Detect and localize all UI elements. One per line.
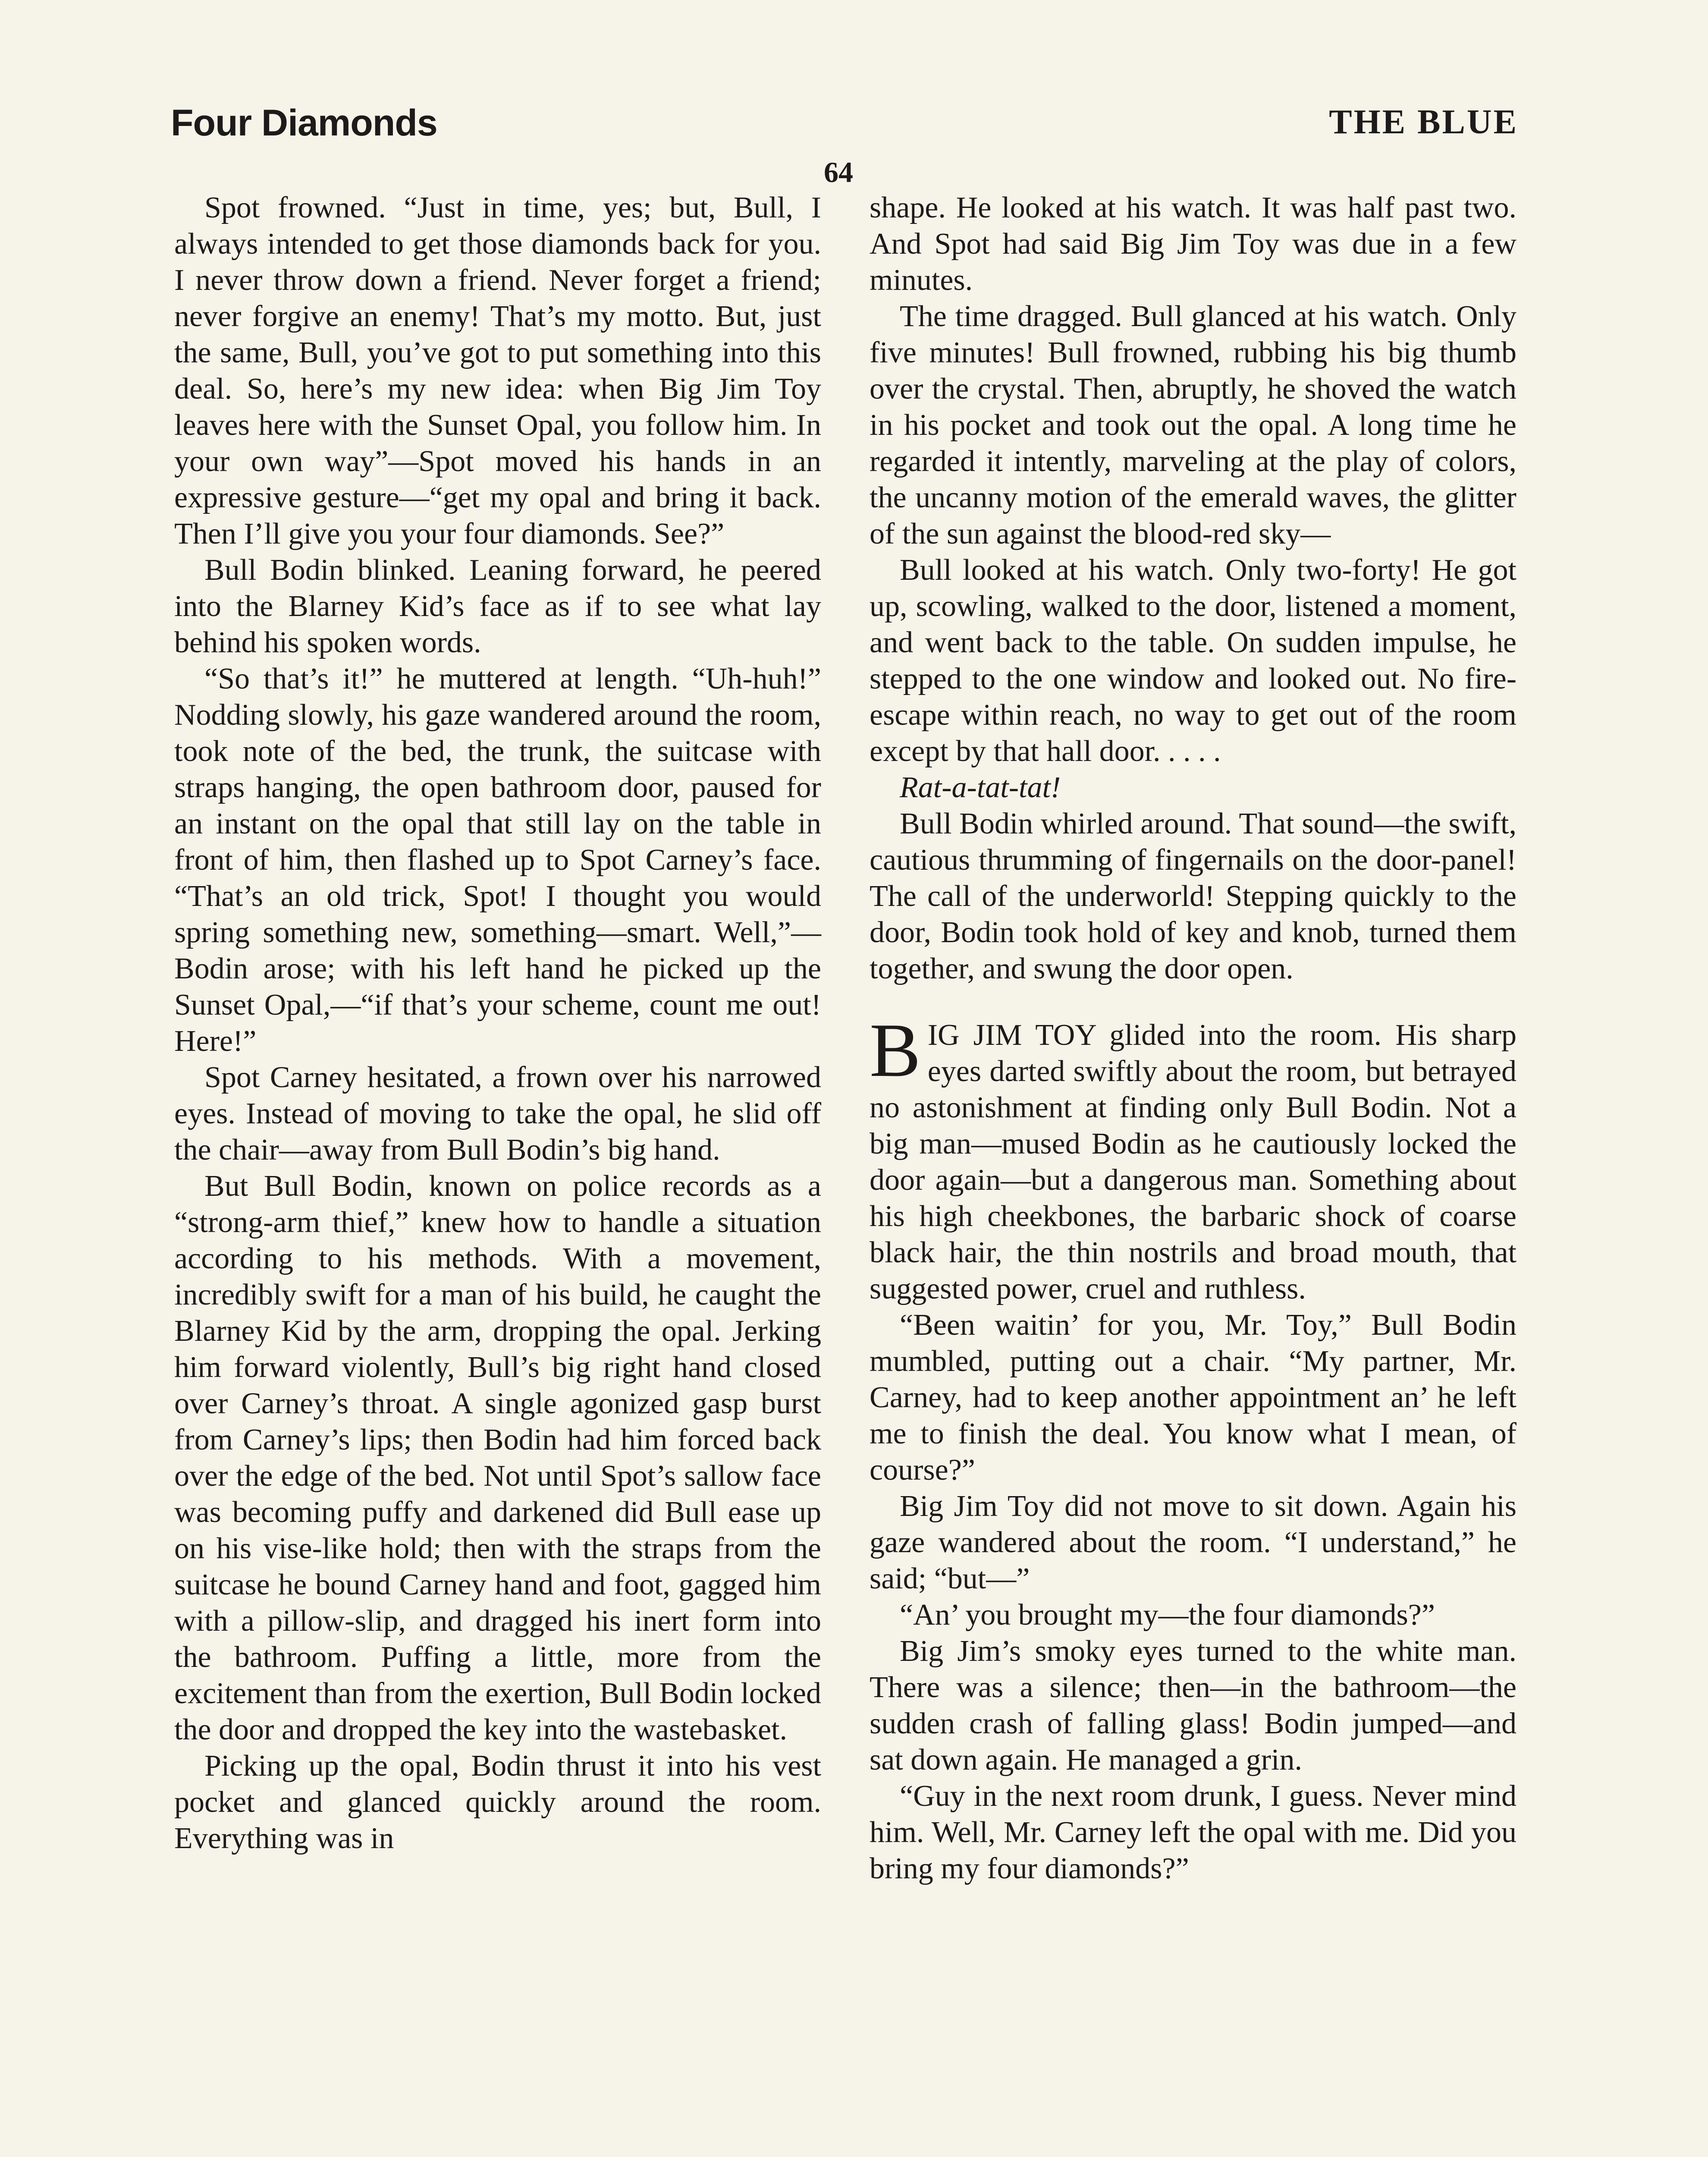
- paragraph: Bull looked at his watch. Only two-forty! He got up, scowling, walked to the door, listened a moment, and went back to the table. On sudden impulse, he stepped to the one window and looked out. No fire-escape within reach, no way to get out of the room except by that hall door. . . . .: [870, 553, 1516, 768]
- page-number: 64: [824, 156, 853, 189]
- magazine-title: THE BLUE: [1329, 103, 1518, 141]
- left-column: [174, 190, 821, 1857]
- right-column: [870, 190, 1516, 1887]
- paragraph: “An’ you brought my—the four diamonds?”: [900, 1598, 1435, 1632]
- paragraph: Spot Carney hesitated, a frown over his narrowed eyes. Instead of moving to take the opal, he slid off the chair—away from Bull Bodin’s big hand.: [174, 1061, 821, 1167]
- paragraph: “So that’s it!” he muttered at length. “Uh-huh!” Nodding slowly, his gaze wandered around the room, took note of the bed, the trunk, the suitcase with straps hanging, the open bathroom door, paused for an instant on the opal that still lay on the table in front of him, then flashed up to Spot Carney’s face. “That’s an old trick, Spot! I thought you would spring something new, something—smart. Well,”—Bodin arose; with his left hand he picked up the Sunset Opal,—“if that’s your scheme, count me out! Here!”: [174, 662, 821, 1058]
- paragraph: “Guy in the next room drunk, I guess. Never mind him. Well, Mr. Carney left the opal with me. Did you bring my four diamonds?”: [870, 1780, 1516, 1885]
- paragraph: shape. He looked at his watch. It was half past two. And Spot had said Big Jim Toy was due in a few minutes.: [870, 191, 1516, 297]
- paragraph: Picking up the opal, Bodin thrust it into his vest pocket and glanced quickly around the room. Everything was in: [174, 1749, 821, 1855]
- drop-cap: B: [870, 1007, 921, 1093]
- paragraph: Big Jim Toy did not move to sit down. Again his gaze wandered about the room. “I understand,” he said; “but—”: [870, 1490, 1516, 1595]
- paragraph: Big Jim’s smoky eyes turned to the white man. There was a silence; then—in the bathroom—the sudden crash of falling glass! Bodin jumped—and sat down again. He managed a grin.: [870, 1635, 1516, 1777]
- paragraph: Bull Bodin whirled around. That sound—the swift, cautious thrumming of fingernails on the door-panel! The call of the underworld! Stepping quickly to the door, Bodin took hold of key and knob, turned them together, and swung the door open.: [870, 807, 1516, 985]
- paragraph: Rat-a-tat-tat!: [900, 771, 1061, 804]
- paragraph: The time dragged. Bull glanced at his watch. Only five minutes! Bull frowned, rubbing his big thumb over the crystal. Then, abruptly, he shoved the watch in his pocket and took out the opal. A long time he regarded it intently, marveling at the play of colors, the uncanny motion of the emerald waves, the glitter of the sun against the blood-red sky—: [870, 300, 1516, 550]
- paragraph: Bull Bodin blinked. Leaning forward, he peered into the Blarney Kid’s face as if to see what lay behind his spoken words.: [174, 553, 821, 659]
- paragraph: “Been waitin’ for you, Mr. Toy,” Bull Bodin mumbled, putting out a chair. “My partner, Mr. Carney, had to keep another appointment an’ he left me to finish the deal. You know what I mean, of course?”: [870, 1308, 1516, 1487]
- paragraph: But Bull Bodin, known on police records as a “strong-arm thief,” knew how to handle a situation according to his methods. With a movement, incredibly swift for a man of his build, he caught the Blarney Kid by the arm, dropping the opal. Jerking him forward violently, Bull’s big right hand closed over Carney’s throat. A single agonized gasp burst from Carney’s lips; then Bodin had him forced back over the edge of the bed. Not until Spot’s sallow face was becoming puffy and darkened did Bull ease up on his vise-like hold; then with the straps from the suitcase he bound Carney hand and foot, gagged him with a pillow-slip, and dragged his inert form into the bathroom. Puffing a little, more from the excitement than from the exertion, Bull Bodin locked the door and dropped the key into the wastebasket.: [174, 1170, 821, 1746]
- paragraph: Spot frowned. “Just in time, yes; but, Bull, I always intended to get those diamonds back for you. I never throw down a friend. Never forget a friend; never forgive an enemy! That’s my motto. But, just the same, Bull, you’ve got to put something into this deal. So, here’s my new idea: when Big Jim Toy leaves here with the Sunset Opal, you follow him. In your own way”—Spot moved his hands in an expressive gesture—“get my opal and bring it back. Then I’ll give you your four diamonds. See?”: [174, 191, 821, 550]
- section-opening-paragraph: [870, 1007, 1516, 1307]
- paragraph-text: IG JIM TOY glided into the room. His sharp eyes darted swiftly about the room, but betrayed no astonishment at finding only Bull Bodin. Not a big man—mused Bodin as he cautiously locked the door again—but a dangerous man. Something about his high cheekbones, the barbaric shock of coarse black hair, the thin nostrils and broad mouth, that suggested power, cruel and ruthless.: [870, 1019, 1516, 1305]
- story-title: Four Diamonds: [171, 102, 437, 144]
